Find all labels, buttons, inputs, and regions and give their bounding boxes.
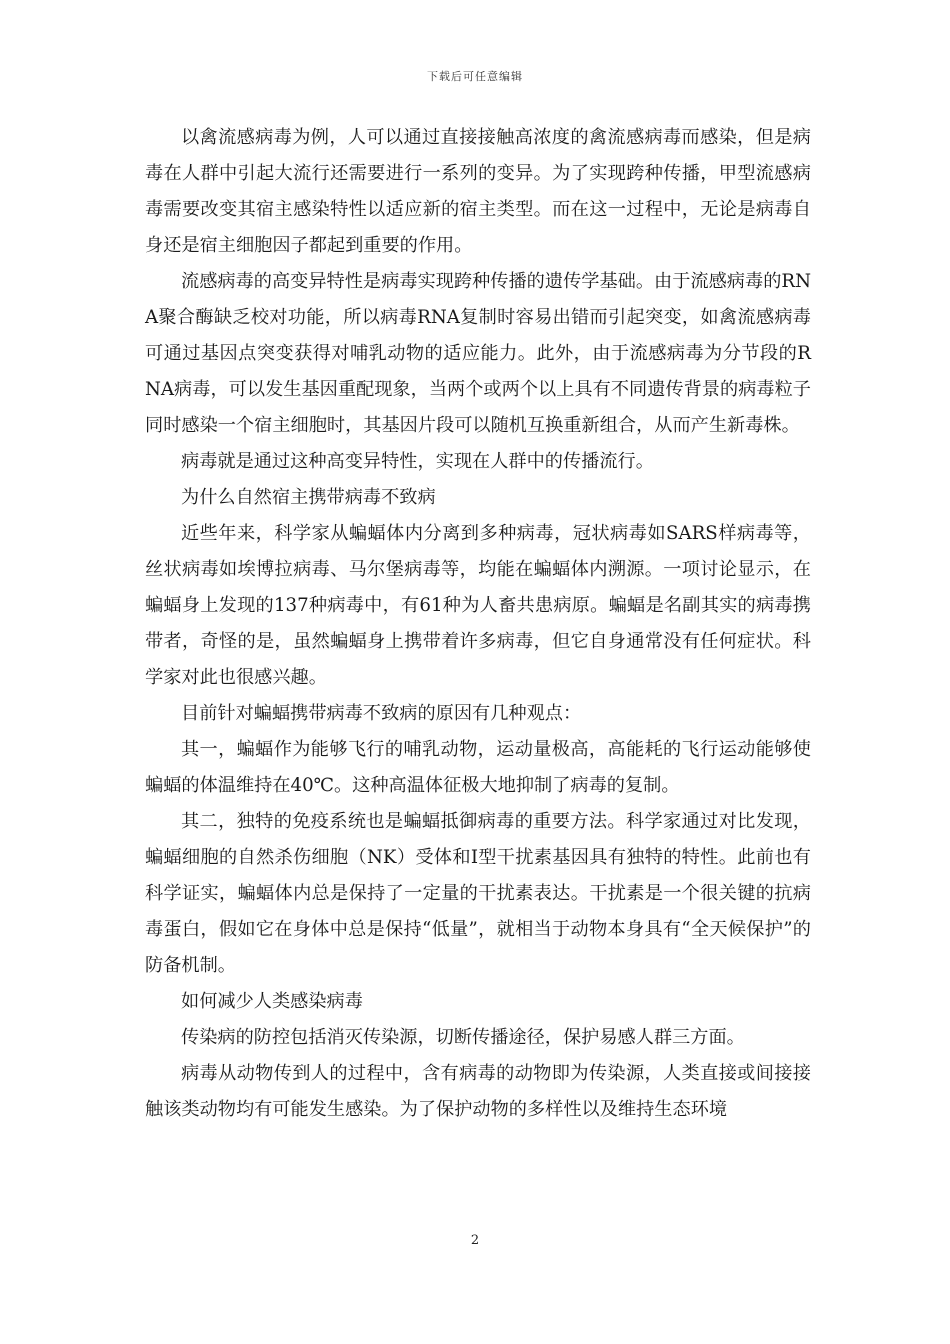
paragraph: 其二，独特的免疫系统也是蝙蝠抵御病毒的重要方法。科学家通过对比发现，蝙蝠细胞的自然杀伤细胞（NK）受体和Ⅰ型干扰素基因具有独特的特性。此前也有科学证实，蝙蝠体内总是保持了一定量的干扰素表达。干扰素是一个很关键的抗病毒蛋白，假如它在身体中总是保持“低量”，就相当于动物本身具有“全天候保护”的防备机制。	[145, 811, 811, 976]
paragraph: 传染病的防控包括消灭传染源，切断传播途径，保护易感人群三方面。	[181, 1027, 745, 1048]
paragraph: 近些年来，科学家从蝙蝠体内分离到多种病毒，冠状病毒如SARS样病毒等，丝状病毒如埃博拉病毒、马尔堡病毒等，均能在蝙蝠体内溯源。一项讨论显示，在蝙蝠身上发现的137种病毒中，有61种为人畜共患病原。蝙蝠是名副其实的病毒携带者，奇怪的是，虽然蝙蝠身上携带着许多病毒，但它自身通常没有任何症状。科学家对此也很感兴趣。	[145, 523, 811, 688]
paragraph: 目前针对蝙蝠携带病毒不致病的原因有几种观点：	[181, 703, 582, 724]
section-heading: 如何减少人类感染病毒	[181, 991, 363, 1012]
paragraph: 病毒从动物传到人的过程中，含有病毒的动物即为传染源，人类直接或间接接触该类动物均有可能发生感染。为了保护动物的多样性以及维持生态环境	[145, 1063, 811, 1120]
document-body	[145, 120, 811, 1128]
page-header: 下载后可任意编辑	[427, 70, 523, 83]
paragraph: 以禽流感病毒为例，人可以通过直接接触高浓度的禽流感病毒而感染，但是病毒在人群中引起大流行还需要进行一系列的变异。为了实现跨种传播，甲型流感病毒需要改变其宿主感染特性以适应新的宿主类型。而在这一过程中，无论是病毒自身还是宿主细胞因子都起到重要的作用。	[145, 127, 811, 256]
paragraph: 病毒就是通过这种高变异特性，实现在人群中的传播流行。	[181, 451, 654, 472]
section-heading: 为什么自然宿主携带病毒不致病	[181, 487, 436, 508]
paragraph: 流感病毒的高变异特性是病毒实现跨种传播的遗传学基础。由于流感病毒的RNA聚合酶缺乏校对功能，所以病毒RNA复制时容易出错而引起突变，如禽流感病毒可通过基因点突变获得对哺乳动物的适应能力。此外，由于流感病毒为分节段的RNA病毒，可以发生基因重配现象，当两个或两个以上具有不同遗传背景的病毒粒子同时感染一个宿主细胞时，其基因片段可以随机互换重新组合，从而产生新毒株。	[145, 271, 811, 436]
page-number: 2	[470, 1233, 480, 1248]
paragraph: 其一，蝙蝠作为能够飞行的哺乳动物，运动量极高，高能耗的飞行运动能够使蝙蝠的体温维持在40℃。这种高温体征极大地抑制了病毒的复制。	[145, 739, 811, 796]
